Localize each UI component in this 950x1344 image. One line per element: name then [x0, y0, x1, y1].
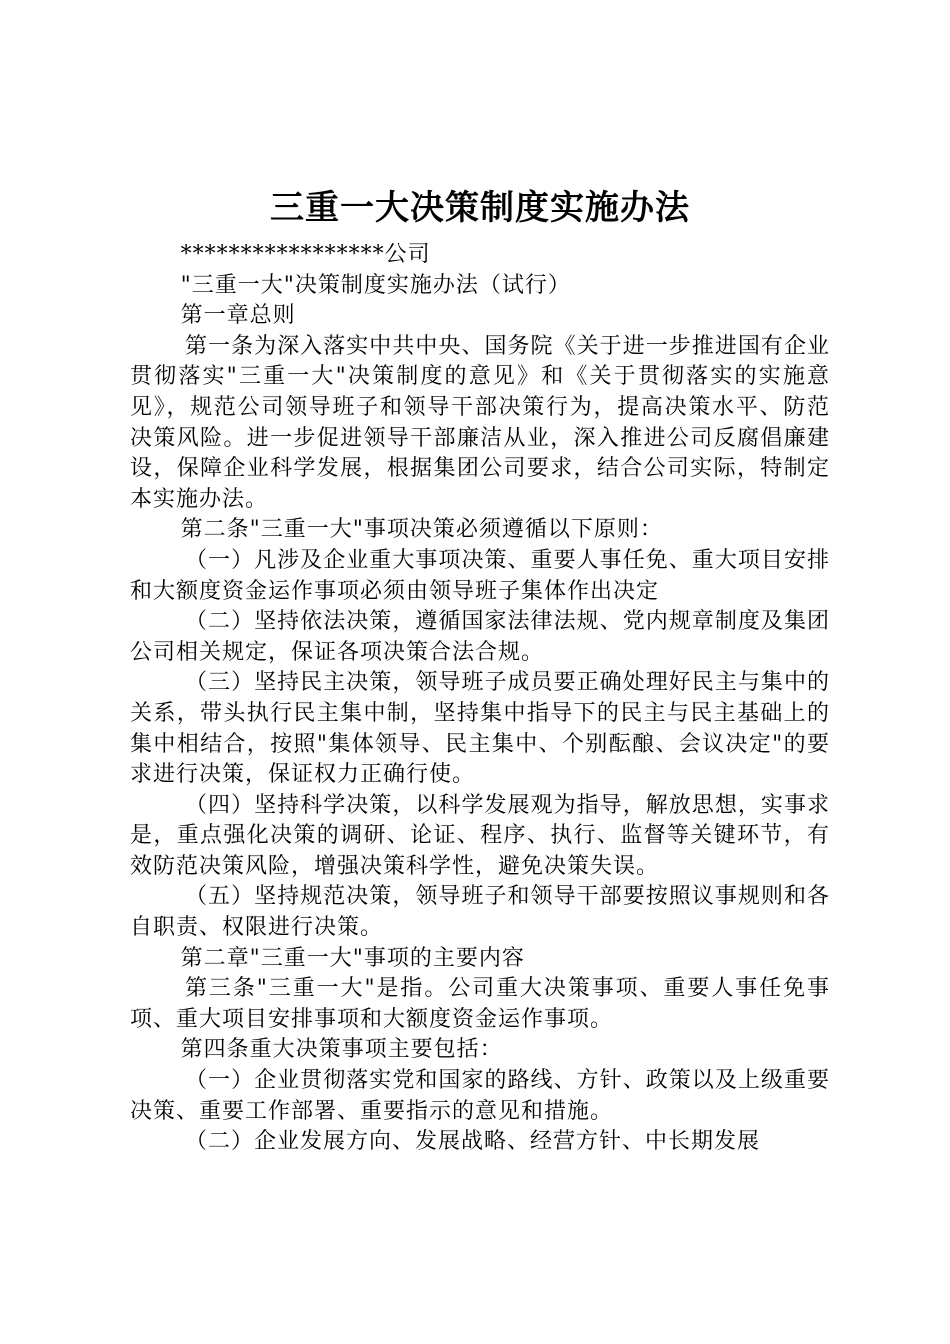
clause-paragraph: （五）坚持规范决策，领导班子和领导干部要按照议事规则和各自职责、权限进行决策。 [130, 884, 830, 941]
clause-paragraph: （一）企业贯彻落实党和国家的路线、方针、政策以及上级重要决策、重要工作部署、重要指示的意见和措施。 [130, 1068, 830, 1124]
article-paragraph: 第三条"三重一大"是指。公司重大决策事项、重要人事任免事项、重大项目安排事项和大额度资金运作事项。 [130, 976, 830, 1032]
chapter-heading: 第一章总则 [180, 303, 296, 329]
clause-paragraph: （一）凡涉及企业重大事项决策、重要人事任免、重大项目安排和大额度资金运作事项必须由领导班子集体作出决定 [130, 547, 830, 604]
article-paragraph: 第二条"三重一大"事项决策必须遵循以下原则： [180, 517, 663, 543]
subtitle-line: "三重一大"决策制度实施办法（试行） [180, 272, 571, 298]
chapter-heading: 第二章"三重一大"事项的主要内容 [180, 945, 525, 971]
document-title: 三重一大决策制度实施办法 [270, 188, 690, 228]
clause-paragraph: （三）坚持民主决策，领导班子成员要正确处理好民主与集中的关系，带头执行民主集中制，坚持集中指导下的民主与民主基础上的集中相结合，按照"集体领导、民主集中、个别酝酿、会议决定"的要求进行决策，保证权力正确行使。 [130, 670, 830, 788]
clause-paragraph: （二）企业发展方向、发展战略、经营方针、中长期发展 [185, 1129, 761, 1155]
clause-paragraph: （二）坚持依法决策，遵循国家法律法规、党内规章制度及集团公司相关规定，保证各项决策合法合规。 [130, 609, 830, 665]
document-page [130, 180, 830, 1158]
company-line: *****************公司 [180, 242, 431, 267]
clause-paragraph: （四）坚持科学决策，以科学发展观为指导，解放思想，实事求是，重点强化决策的调研、论证、程序、执行、监督等关键环节，有效防范决策风险，增强决策科学性，避免决策失误。 [130, 792, 830, 879]
article-paragraph: 第四条重大决策事项主要包括： [180, 1037, 503, 1063]
article-paragraph: 第一条为深入落实中共中央、国务院《关于进一步推进国有企业贯彻落实"三重一大"决策制度的意见》和《关于贯彻落实的实施意见》，规范公司领导班子和领导干部决策行为，提高决策水平、防范决策风险。进一步促进领导干部廉洁从业，深入推进公司反腐倡廉建设，保障企业科学发展，根据集团公司要求，结合公司实际，特制定本实施办法。 [130, 333, 830, 512]
